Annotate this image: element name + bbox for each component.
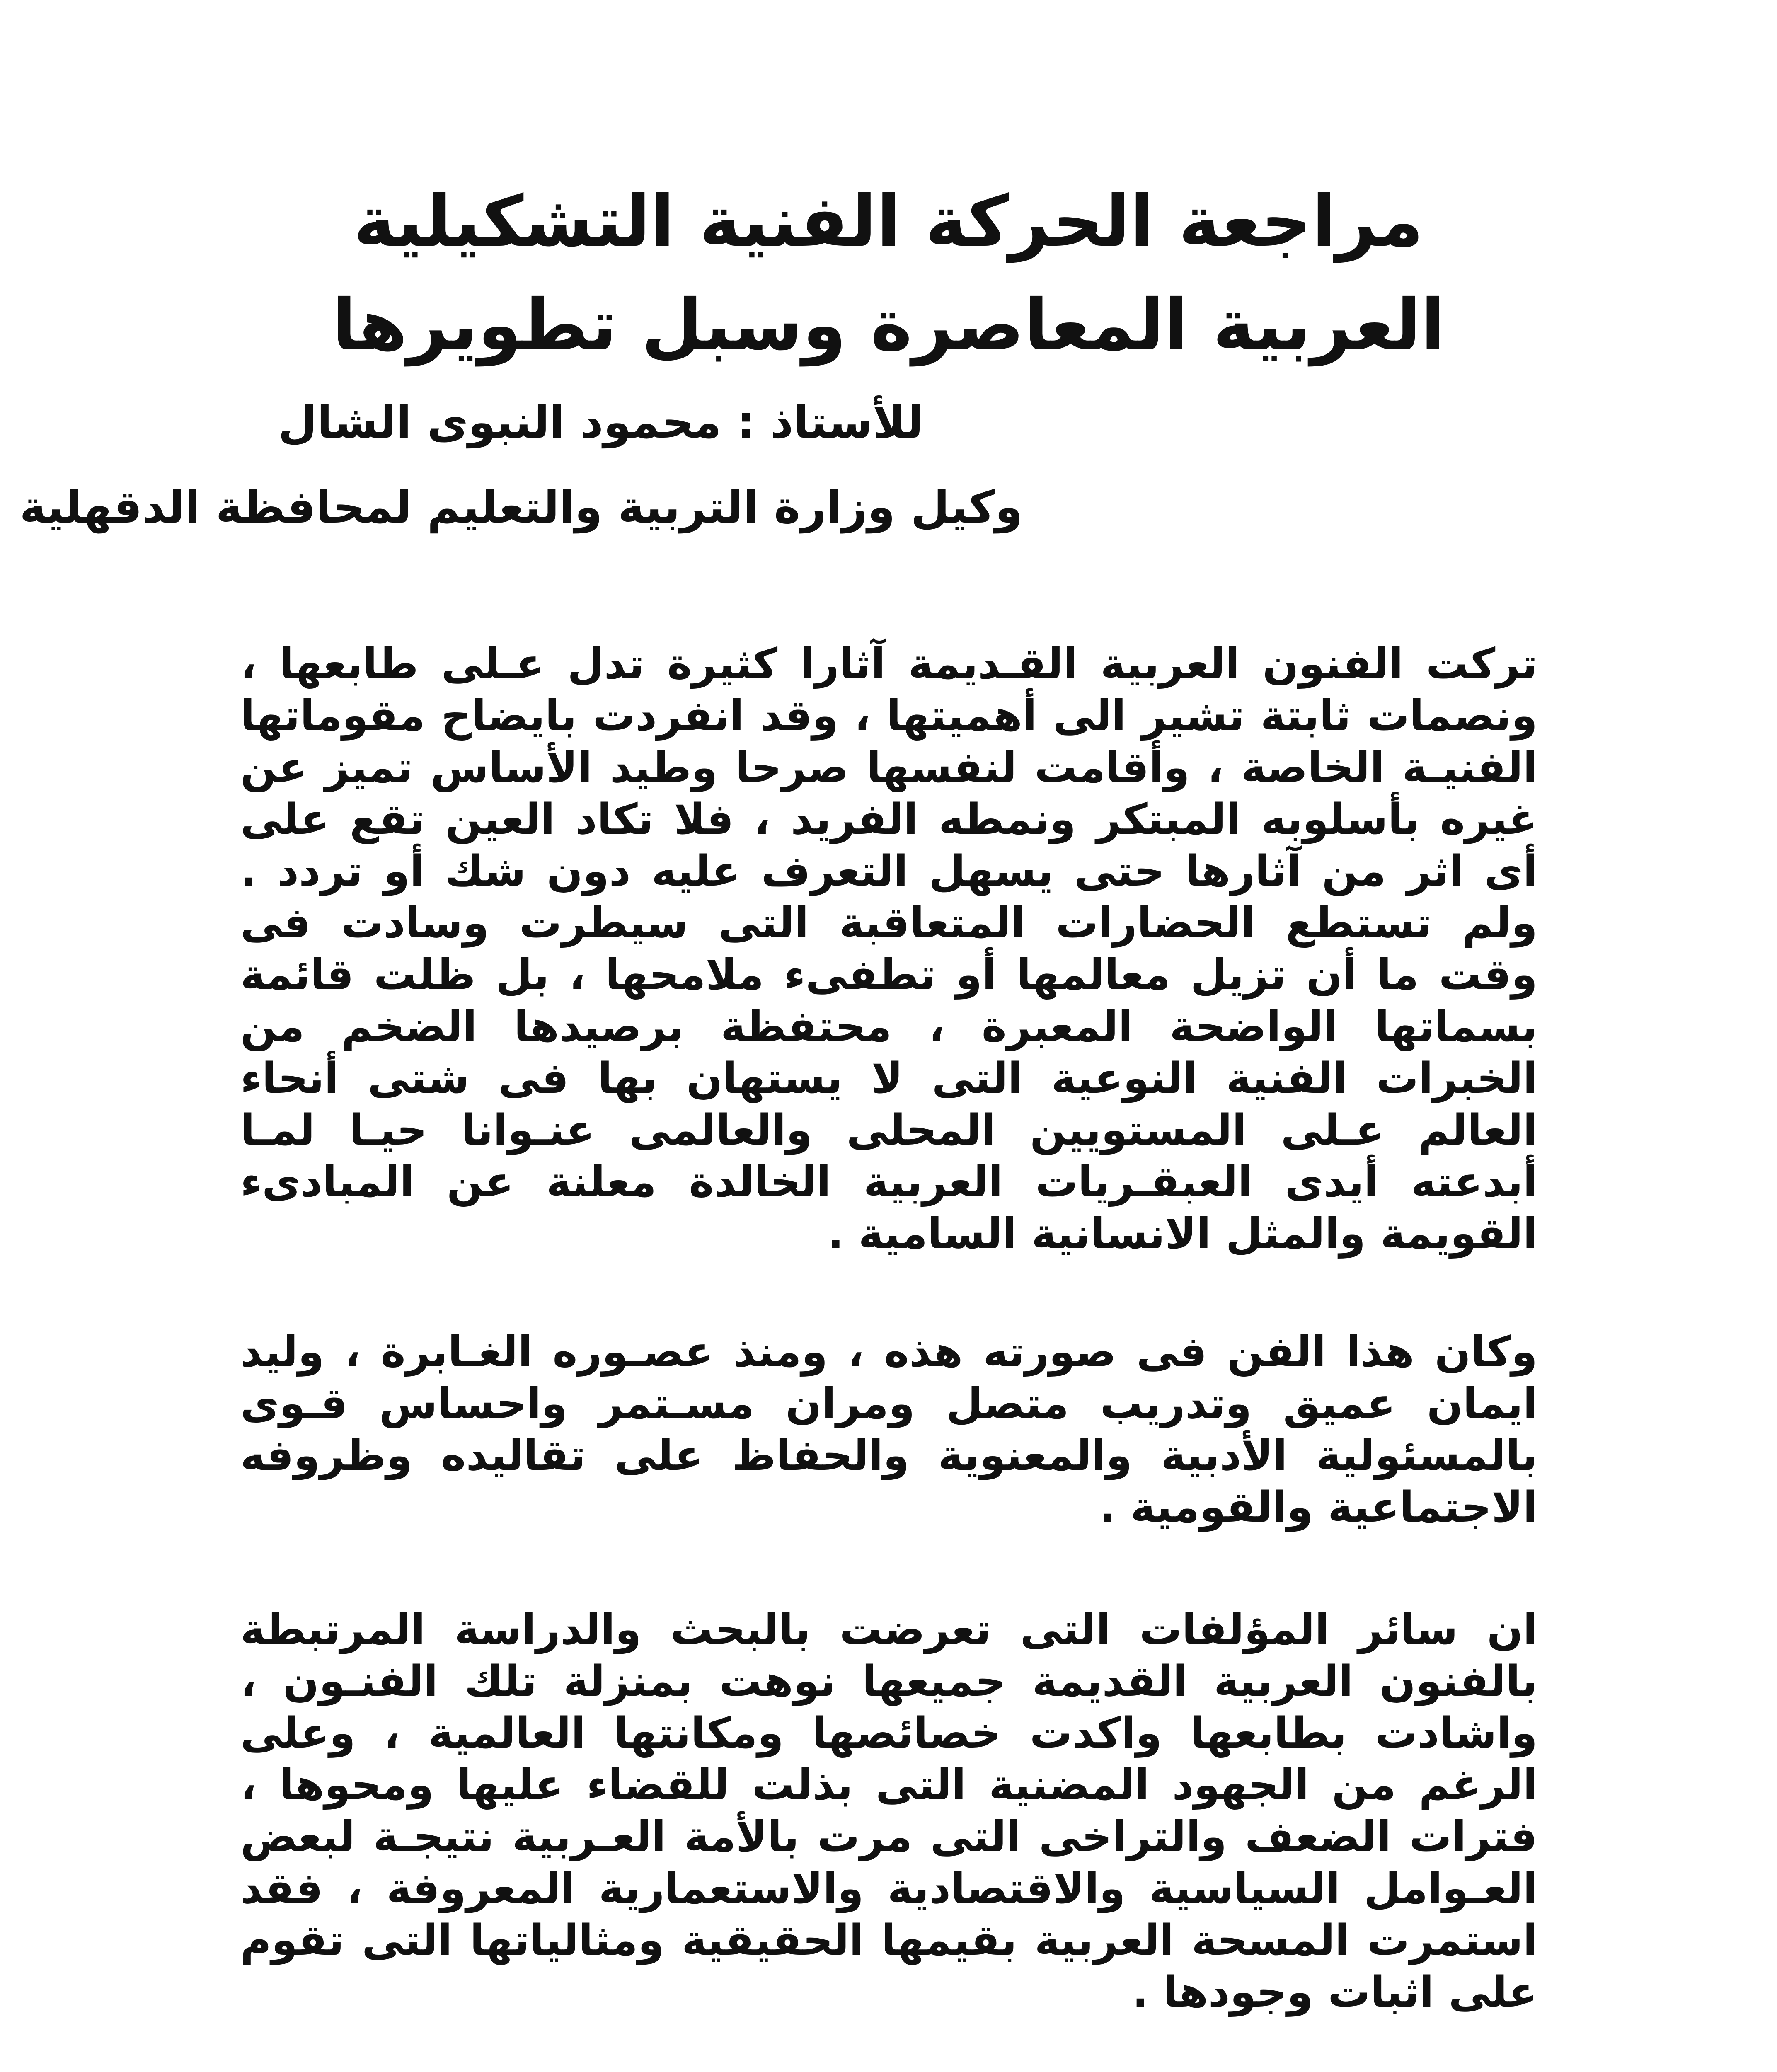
title-line-1: مراجعة الحركة الفنية التشكيلية bbox=[353, 181, 1424, 263]
author-affiliation: وكيل وزارة التربية والتعليم لمحافظة الدقهلية bbox=[19, 482, 1023, 533]
author-line: للأستاذ : محمود النبوى الشال bbox=[278, 397, 923, 448]
article-title bbox=[232, 170, 1545, 377]
paragraph-3: ان سائر المؤلفات التى تعرضت بالبحث والدراسة المرتبطة بالفنون العربية القديمة جميعها نوهت بمنزلة تلك الفنـون ، واشادت بطابعها واكدت خصائصها ومكانتها العالمية ، وعلى الرغم من الجهود المضنية التى بذلت للقضاء عليها ومحوها ، فترات الضعف والتراخى التى مرت بالأمة العـربية نتيجـة لبعض العـوامل السياسية والاقتصادية والاستعمارية المعروفة ، فقد استمرت المسحة العربية بقيمها الحقيقية ومثالياتها التى تقوم على اثبات وجودها . bbox=[240, 1605, 1537, 2017]
article-body bbox=[240, 638, 1537, 2072]
title-line-2: العربية المعاصرة وسبل تطويرها bbox=[332, 284, 1445, 366]
paragraph-1: تركت الفنون العربية القـديمة آثارا كثيرة تدل عـلى طابعها ، ونصمات ثابتة تشير الى أهميتها ، وقد انفردت بايضاح مقوماتها الفنيـة الخاصة ، وأقامت لنفسها صرحا وطيد الأساس تميز عن غيره بأسلوبه المبتكر ونمطه الفريد ، فلا تكاد العين تقع على أى اثر من آثارها حتى يسهل التعرف عليه دون شك أو تردد . ولم تستطع الحضارات المتعاقبة التى سيطرت وسادت فى وقت ما أن تزيل معالمها أو تطفىء ملامحها ، بل ظلت قائمة بسماتها الواضحة المعبرة ، محتفظة برصيدها الضخم من الخبرات الفنية النوعية التى لا يستهان بها فى شتى أنحاء العالم عـلى المستويين المحلى والعالمى عنـوانا حيـا لمـا أبدعته أيدى العبقـريات العربية الخالدة معلنة عن المبادىء القويمة والمثل الانسانية السامية . bbox=[240, 639, 1537, 1259]
paragraph-2: وكان هذا الفن فى صورته هذه ، ومنذ عصـوره الغـابرة ، وليد ايمان عميق وتدريب متصل ومران مسـتمر واحساس قـوى بالمسئولية الأدبية والمعنوية والحفاظ على تقاليده وظروفه الاجتماعية والقومية . bbox=[240, 1327, 1537, 1532]
